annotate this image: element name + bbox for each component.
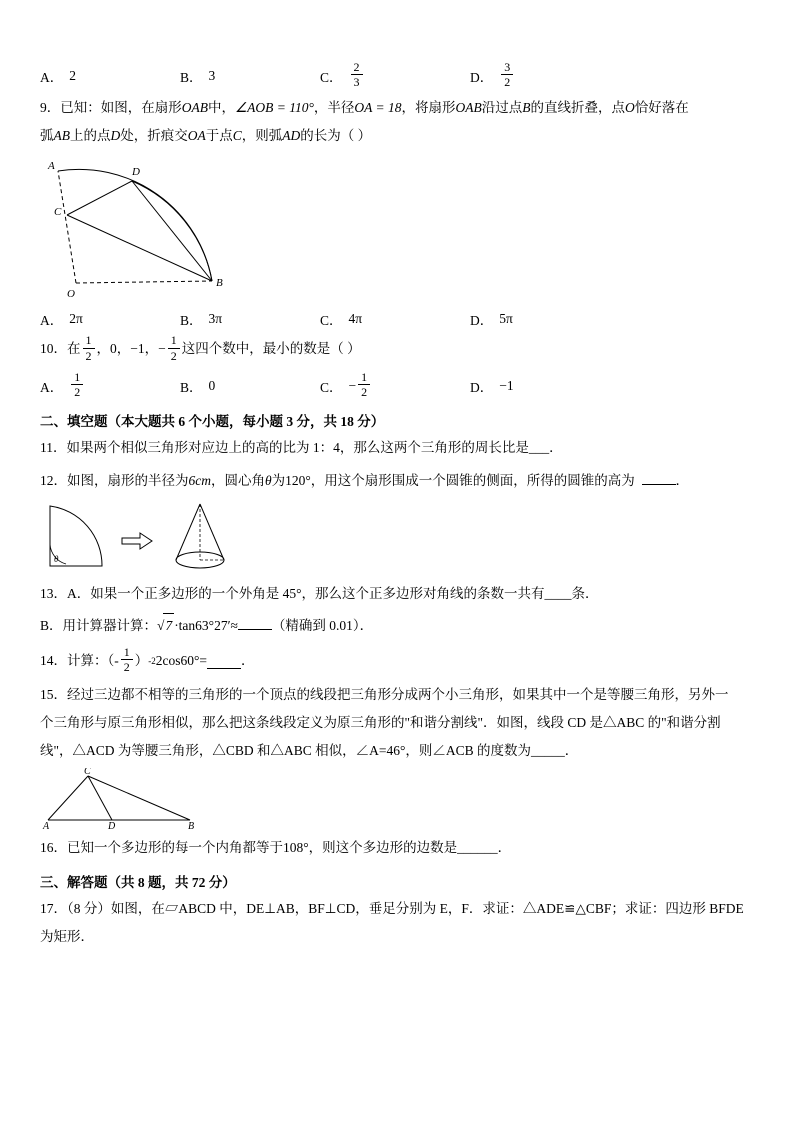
q8-option-d-numerator: 3	[501, 61, 513, 75]
q16-line	[40, 836, 754, 861]
q13-text-b1: B．用计算器计算：	[40, 617, 158, 633]
q10-option-a-fraction	[71, 371, 83, 399]
q9-option-a[interactable]	[40, 309, 180, 329]
q8-option-d-denominator: 2	[504, 75, 511, 90]
q12-text-2: ，圆心角	[211, 473, 265, 489]
q9-option-a-value: 2π	[69, 311, 83, 327]
q9-option-d-label: D．	[470, 313, 494, 329]
q15-text-2: 个三角形与原三角形相似，那么把这条线段定义为原三角形的"和谐分割线"．如图，线段 CD 是△ABC 的"和谐分割	[40, 715, 721, 731]
q9-option-b-value: 3π	[208, 311, 223, 327]
q8-option-a-label: A．	[40, 70, 64, 86]
q8-option-c-denominator: 3	[353, 75, 360, 90]
q14-text-2: ）	[134, 652, 149, 668]
q9-text-3: ，半径	[313, 100, 355, 116]
q17-number: 17．	[40, 901, 67, 917]
q10-option-d[interactable]	[470, 376, 610, 396]
q13-sqrt-operand: 7	[163, 613, 174, 639]
q9-option-b-label: B．	[180, 313, 203, 329]
q11-line	[40, 436, 754, 461]
q10-f2-den: 2	[170, 348, 177, 363]
q12-radius: 6cm	[188, 473, 211, 489]
q9-options-row	[40, 309, 754, 329]
q9-option-d[interactable]	[470, 309, 610, 329]
q9-option-c-label: C．	[320, 313, 343, 329]
q15-figure	[40, 768, 754, 830]
q9-arc-ad: AD	[282, 128, 301, 144]
q14-num: 1	[121, 646, 133, 660]
q10-option-b[interactable]	[180, 376, 320, 396]
q14-text-1: 计算：（-	[67, 652, 119, 668]
q12-angle-symbol: θ	[265, 473, 272, 489]
section-3-heading: 三、解答题（共 8 题，共 72 分）	[40, 875, 236, 891]
q10-option-c-fraction	[358, 371, 370, 399]
q8-option-c-label: C．	[320, 70, 343, 86]
q9-text-12: ，则弧	[241, 128, 283, 144]
q10-number: 10．	[40, 341, 67, 357]
q8-option-d-fraction	[501, 61, 513, 89]
q14-exponent: -2	[148, 655, 156, 666]
q10-option-b-value: 0	[208, 377, 216, 393]
q9-text-9: 上的点	[70, 128, 111, 144]
q10-option-c-minus: −	[348, 377, 357, 393]
q14-answer-blank[interactable]	[207, 654, 241, 669]
q10-option-b-label: B．	[180, 379, 203, 395]
q10-option-d-label: D．	[470, 379, 494, 395]
q15-label-d: D	[108, 821, 116, 831]
q13-answer-blank[interactable]	[238, 615, 272, 630]
q8-option-c[interactable]	[320, 62, 470, 90]
q17-text-2: 为矩形．	[40, 929, 94, 945]
q9-label-c: C	[54, 206, 62, 219]
q12-line	[40, 469, 754, 494]
q17-text-1: （8 分）如图，在▱ABCD 中，DE⊥AB，BF⊥CD，垂足分别为 E，F．求证：△ADE≌△CBF；求证：四边形 BFDE	[67, 901, 744, 917]
q12-number: 12．	[40, 473, 67, 489]
q10-option-c-label: C．	[320, 379, 343, 395]
q9-number: 9．	[40, 100, 61, 116]
q14-line	[40, 644, 754, 675]
q10-text-start: 在	[67, 341, 81, 357]
q13-line-b	[40, 613, 754, 639]
q15-line1	[40, 683, 754, 708]
q17-line1	[40, 897, 754, 922]
q15-label-b: B	[188, 821, 195, 831]
q12-label-theta: θ	[54, 554, 59, 564]
q10-option-a-label: A．	[40, 379, 64, 395]
q10-option-c-num: 1	[358, 371, 370, 385]
q9-text-5: 沿过点	[481, 100, 523, 116]
q10-option-c[interactable]	[320, 369, 470, 400]
q13-text-b3: （精确到 0.01）．	[271, 617, 374, 633]
q10-options-row	[40, 369, 754, 400]
q13-line-a	[40, 582, 754, 607]
q9-line2	[40, 124, 754, 149]
q15-text-3: 线"，△ACD 为等腰三角形，△CBD 和△ABC 相似，∠A=46°，则∠ACB 的度数为_____．	[40, 743, 579, 759]
q15-label-a: A	[43, 821, 50, 831]
q13-text-a: A．如果一个正多边形的一个外角是 45°，那么这个正多边形对角线的条数一共有____条．	[67, 586, 599, 601]
q15-label-c: C	[84, 768, 91, 778]
q9-text-13: 的长为（ ）	[300, 128, 372, 144]
page-content	[40, 60, 754, 953]
q9-label-d: D	[132, 166, 140, 179]
q11-text: 如果两个相似三角形对应边上的高的比为 1：4，那么这两个三角形的周长比是___．	[66, 440, 563, 456]
q15-triangle-diagram	[40, 768, 210, 830]
q9-option-c-value: 4π	[348, 311, 363, 327]
q8-options-row	[40, 62, 754, 90]
q9-figure	[40, 153, 754, 303]
q9-point-c: C	[232, 128, 242, 144]
q9-line1	[40, 96, 754, 121]
q10-option-c-den: 2	[361, 384, 368, 399]
q8-option-d-label: D．	[470, 70, 494, 86]
q9-text-2: 中，	[208, 100, 235, 116]
q12-text-3: 为120°，用这个扇形围成一个圆锥的侧面，所得的圆锥的高为	[271, 473, 635, 489]
q8-option-b-label: B．	[180, 70, 203, 86]
q9-text-10: 处，折痕交	[120, 128, 188, 144]
q9-point-b: B	[522, 100, 531, 116]
q8-option-b[interactable]	[180, 66, 320, 86]
q10-f1-num: 1	[83, 334, 95, 348]
q10-f1-den: 2	[85, 348, 92, 363]
q9-option-d-value: 5π	[499, 311, 513, 327]
q10-f2-num: 1	[168, 334, 180, 348]
q15-line3	[40, 739, 754, 764]
q9-seg-oa: OA	[187, 128, 206, 144]
section-2-heading: 二、填空题（本大题共 6 个小题，每小题 3 分，共 18 分）	[40, 414, 385, 430]
q10-option-a[interactable]	[40, 369, 180, 400]
q9-angle: ∠AOB = 110°	[235, 100, 314, 116]
q12-figure	[40, 498, 754, 576]
q8-option-b-value: 3	[208, 68, 216, 84]
q13-number: 13．	[40, 586, 67, 601]
q10-fraction-1	[83, 334, 95, 362]
q10-option-d-value: −1	[499, 377, 514, 393]
q13-text-b2: ·tan63°27′≈	[174, 617, 238, 633]
q12-arrow-icon	[122, 533, 152, 549]
q9-text-4: ，将扇形	[401, 100, 456, 116]
q14-text-end: ．	[241, 652, 255, 668]
q9-label-a: A	[48, 160, 55, 173]
q14-number: 14．	[40, 652, 67, 668]
q16-number: 16．	[40, 840, 67, 856]
q8-option-a[interactable]	[40, 66, 180, 86]
q12-answer-blank[interactable]	[642, 470, 676, 485]
q9-oab-2: OAB	[455, 100, 482, 116]
q12-sector-cone-diagram	[40, 498, 270, 576]
q9-option-b[interactable]	[180, 309, 320, 329]
q9-oab-1: OAB	[181, 100, 208, 116]
q10-fraction-2	[168, 334, 180, 362]
q10-text-mid: ，0，−1，−	[96, 341, 166, 357]
q8-option-d[interactable]	[470, 62, 610, 90]
q8-option-a-value: 2	[69, 68, 76, 84]
q17-line2	[40, 925, 754, 950]
q9-point-o: O	[624, 100, 635, 116]
q8-option-c-fraction	[351, 61, 363, 89]
q9-option-a-label: A．	[40, 313, 64, 329]
q12-text-1: 如图，扇形的半径为	[67, 473, 189, 489]
q9-text-1: 已知：如图，在扇形	[60, 100, 182, 116]
q9-text-6: 的直线折叠，点	[530, 100, 625, 116]
q9-text-7: 恰好落在	[634, 100, 689, 116]
q9-label-b: B	[216, 277, 223, 290]
q10-text-end: 这四个数中，最小的数是（ ）	[181, 341, 361, 357]
q13-sqrt-symbol: √	[157, 617, 165, 633]
q9-arc-ab: AB	[53, 128, 70, 144]
q9-text-8: 弧	[40, 128, 54, 144]
q11-number: 11．	[40, 440, 67, 456]
q15-line2	[40, 711, 754, 736]
q9-option-c[interactable]	[320, 309, 470, 329]
q10-line	[40, 335, 754, 363]
q16-text: 已知一个多边形的每一个内角都等于108°，则这个多边形的边数是______．	[67, 840, 512, 856]
q15-text-1: 经过三边都不相等的三角形的一个顶点的线段把三角形分成两个小三角形，如果其中一个是等腰三角形，另外一	[67, 687, 729, 703]
q9-oa: OA = 18	[354, 100, 402, 116]
q9-point-d: D	[110, 128, 121, 144]
q9-label-o: O	[67, 288, 75, 301]
q14-den: 2	[123, 660, 130, 675]
q15-number: 15．	[40, 687, 67, 703]
q9-text-11: 于点	[205, 128, 233, 144]
q12-text-end: ．	[675, 473, 690, 489]
q8-option-c-numerator: 2	[351, 61, 363, 75]
q14-text-3: 2cos60°=	[155, 652, 208, 668]
q14-fraction	[121, 646, 133, 674]
q10-option-a-den: 2	[74, 384, 81, 399]
q10-option-a-num: 1	[71, 371, 83, 385]
q9-sector-diagram	[40, 153, 260, 303]
